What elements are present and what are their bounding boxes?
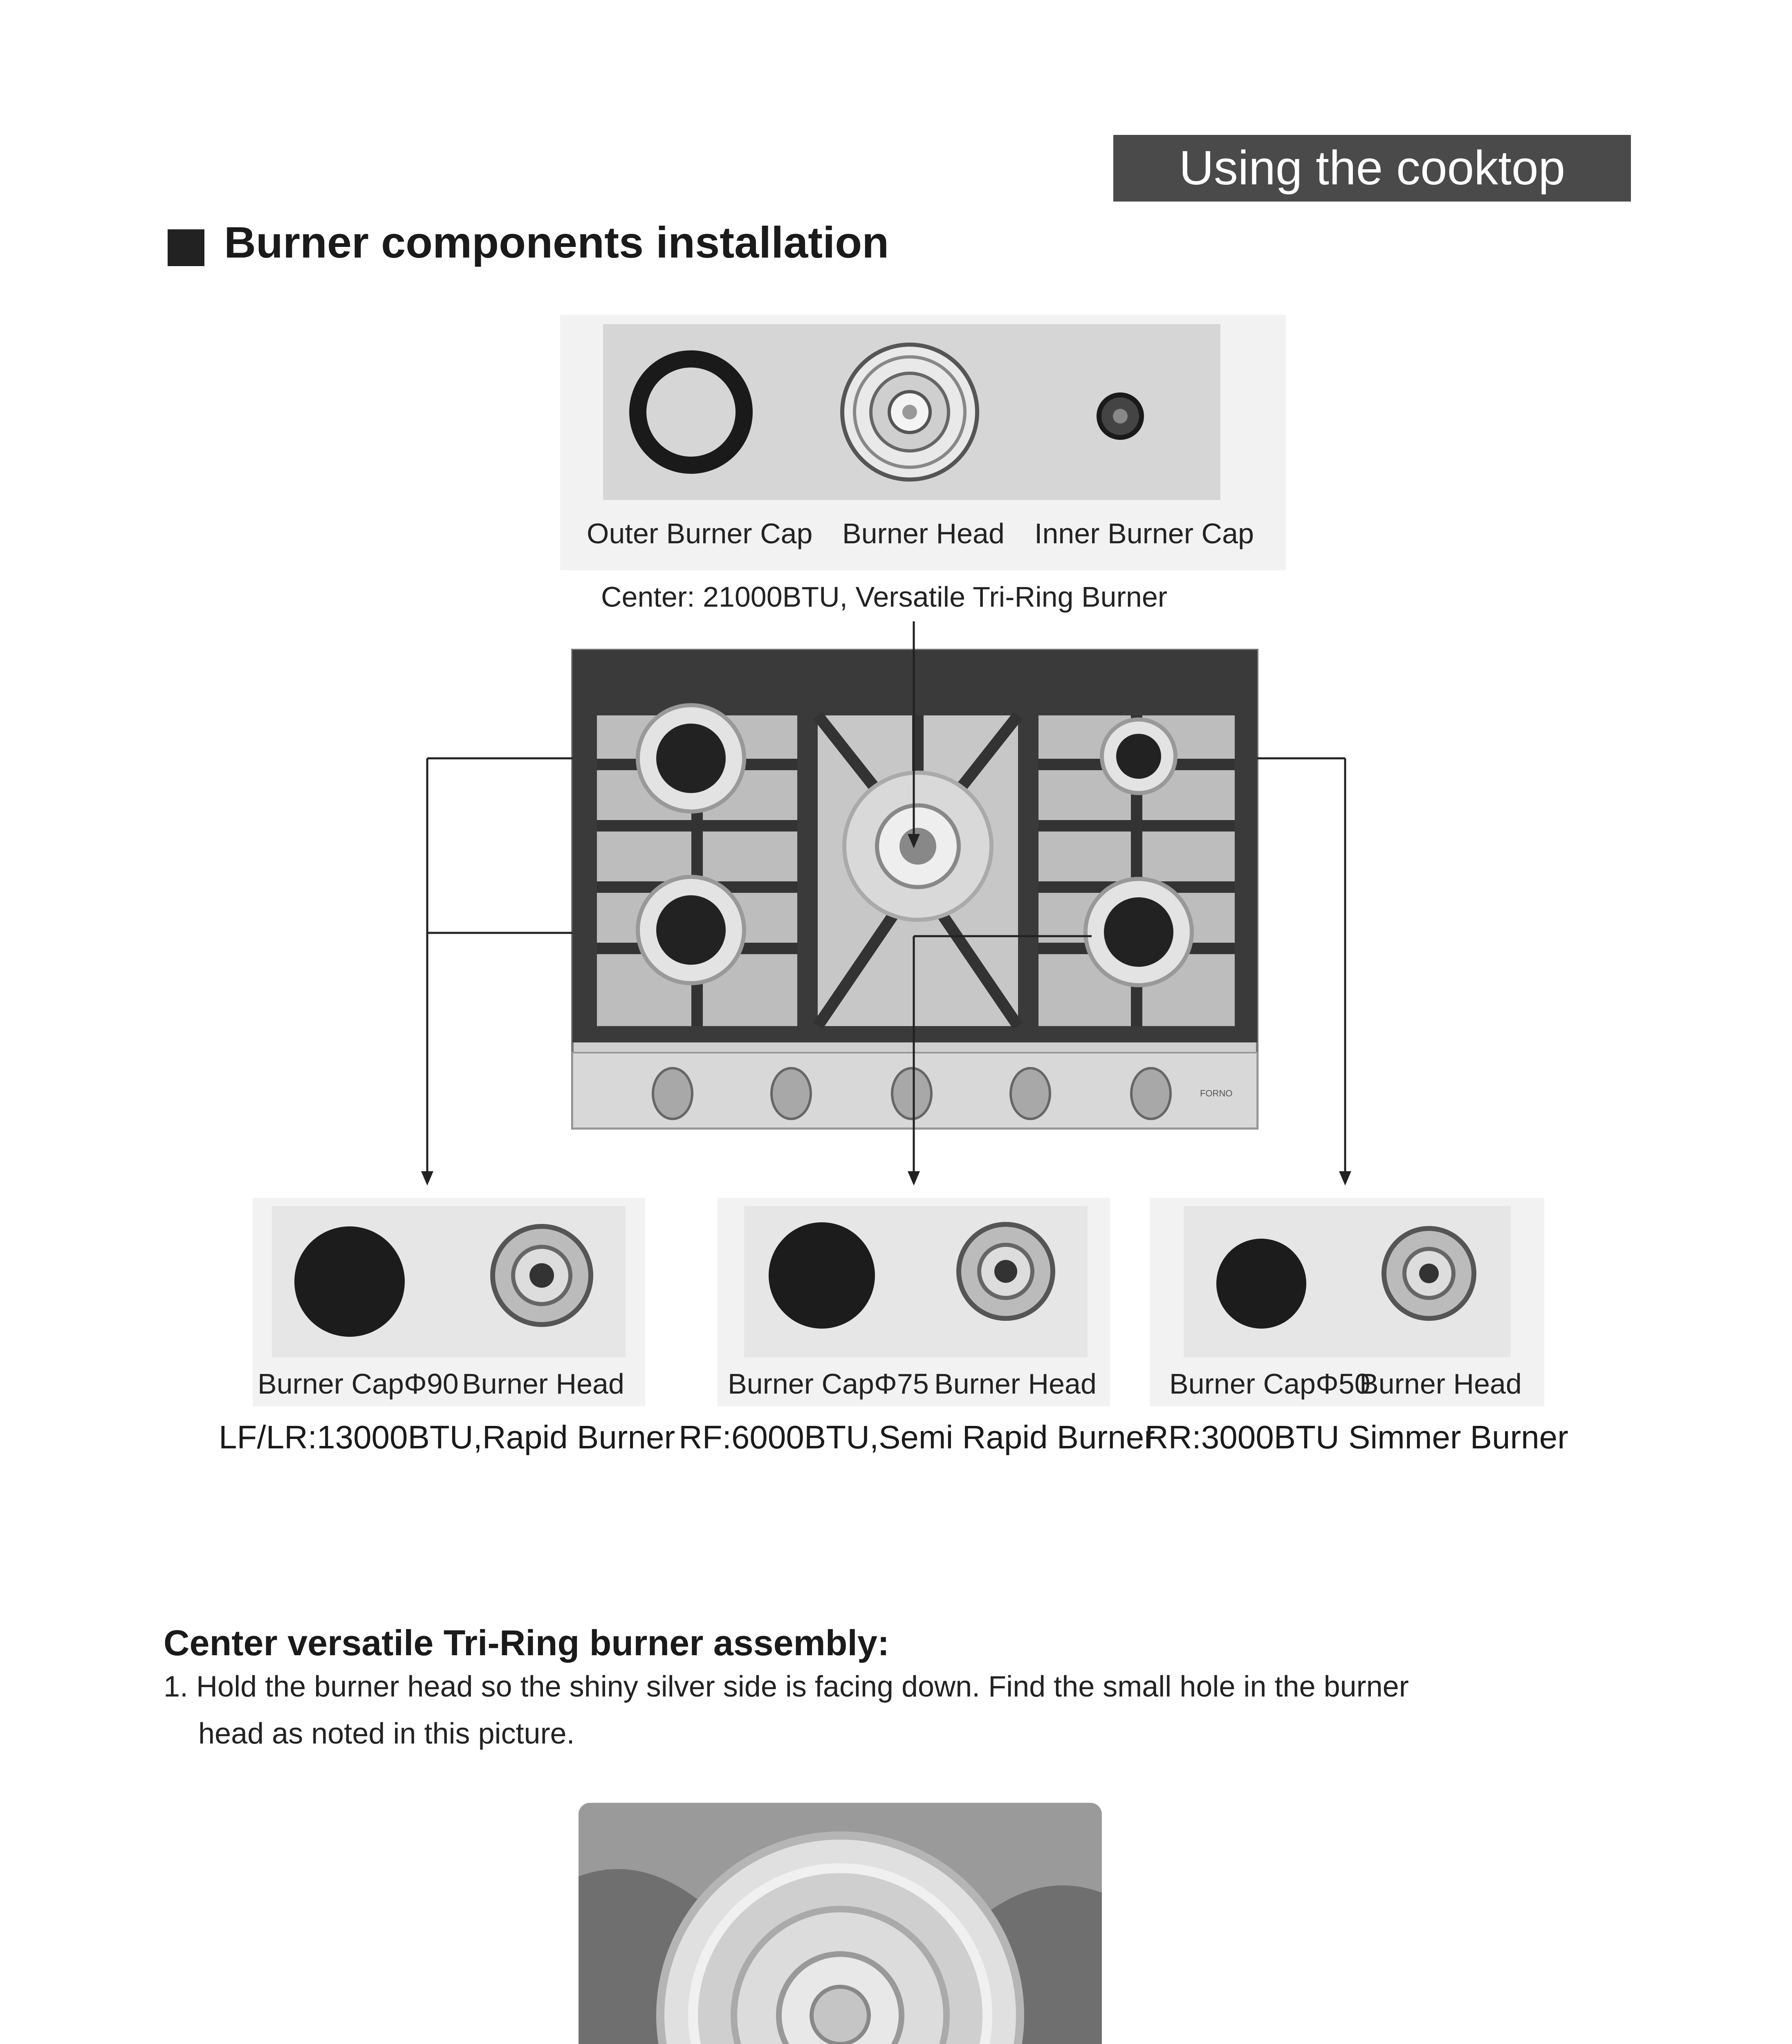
- rapid-burner-photo: [272, 1206, 626, 1357]
- center-burner-caption: Center: 21000BTU, Versatile Tri-Ring Burner: [601, 581, 1168, 613]
- tri-ring-burner-head-icon: [660, 1836, 1020, 2044]
- semi-rapid-burner-cap-label: Burner CapΦ75: [728, 1368, 929, 1400]
- burner-cap-icon: [294, 1226, 405, 1337]
- rapid-burner-cap-label: Burner CapΦ90: [258, 1368, 459, 1400]
- arrow-icon: [908, 834, 920, 848]
- burner-head-icon: [1384, 1228, 1474, 1318]
- inner-burner-cap-label: Inner Burner Cap: [1034, 518, 1254, 549]
- simmer-burner-photo: [1184, 1206, 1511, 1357]
- assembly-heading: Center versatile Tri-Ring burner assembly:: [164, 1623, 890, 1663]
- outer-burner-cap-label: Outer Burner Cap: [587, 518, 813, 549]
- burner-head-icon: [493, 1226, 591, 1325]
- simmer-burner-head-label: Burner Head: [1359, 1368, 1522, 1400]
- brand-logo: FORNO: [1200, 1088, 1233, 1098]
- burner-cap-icon: [1216, 1239, 1306, 1329]
- assembly-step-1-line-2: head as noted in this picture.: [198, 1717, 575, 1750]
- semi-rapid-burner-photo: [744, 1206, 1088, 1357]
- burner-head-label: Burner Head: [842, 518, 1005, 549]
- simmer-burner-caption: RR:3000BTU Simmer Burner: [1145, 1419, 1568, 1455]
- assembly-step-1-line-1: 1. Hold the burner head so the shiny silver side is facing down. Find the small hole in the burner: [164, 1670, 1409, 1703]
- arrow-icon: [908, 1171, 920, 1186]
- rapid-burner-caption: LF/LR:13000BTU,Rapid Burner: [219, 1419, 675, 1455]
- section-title: Burner components installation: [224, 217, 889, 267]
- section-header-banner: Using the cooktop: [1113, 135, 1631, 202]
- arrow-icon: [1339, 1171, 1351, 1186]
- arrow-icon: [421, 1171, 433, 1186]
- semi-rapid-burner-head-label: Burner Head: [934, 1368, 1097, 1400]
- semi-rapid-burner-caption: RF:6000BTU,Semi Rapid Burner: [679, 1419, 1155, 1455]
- burner-cap-icon: [769, 1222, 875, 1329]
- assembly-photo: [579, 1803, 1102, 2044]
- simmer-burner-cap-label: Burner CapΦ50: [1169, 1368, 1370, 1400]
- burner-head-icon: [959, 1224, 1053, 1318]
- rapid-burner-head-label: Burner Head: [462, 1368, 624, 1400]
